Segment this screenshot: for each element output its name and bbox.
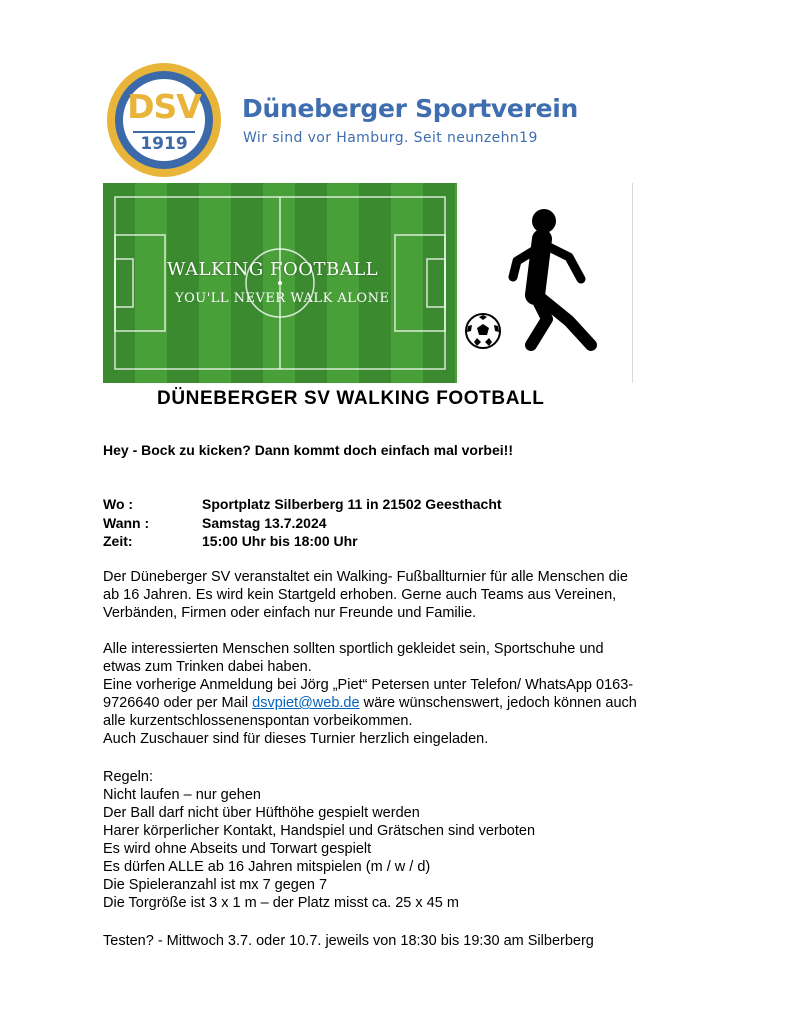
rule-item: Der Ball darf nicht über Hüfthöhe gespielt werden [103, 805, 420, 821]
info-paragraph [103, 640, 703, 748]
pitch-lines [103, 183, 457, 383]
club-name: Düneberger Sportverein [242, 94, 579, 123]
info-line: alle kurzentschlossenenspontan vorbeikommen. [103, 713, 413, 729]
info-line-with-email [103, 694, 703, 712]
logo-inner [123, 79, 205, 161]
football-icon [463, 311, 503, 351]
test-note-text: Testen? - Mittwoch 3.7. oder 10.7. jeweils von 18:30 bis 19:30 am Silberberg [103, 933, 594, 949]
description-line: ab 16 Jahren. Es wird kein Startgeld erhoben. Gerne auch Teams aus Vereinen, [103, 587, 617, 603]
walking-person-icon [457, 183, 633, 383]
logo-divider [133, 131, 195, 133]
rule-item: Es wird ohne Abseits und Torwart gespielt [103, 841, 372, 857]
detail-value: Sportplatz Silberberg 11 in 21502 Geesthacht [202, 496, 502, 512]
info-line: Auch Zuschauer sind für dieses Turnier herzlich eingeladen. [103, 731, 489, 747]
info-text: wäre wünschenswert, jedoch können auch [359, 695, 637, 711]
club-slogan: Wir sind vor Hamburg. Seit neunzehn19 [243, 130, 538, 146]
description-line: Verbänden, Firmen oder einfach nur Freunde und Familie. [103, 605, 477, 621]
info-line: Alle interessierten Menschen sollten sportlich gekleidet sein, Sportschuhe und [103, 641, 604, 657]
banner-title: WALKING FOOTBALL [167, 259, 379, 280]
banner-subtitle: YOU'LL NEVER WALK ALONE [175, 291, 390, 306]
info-line: Eine vorherige Anmeldung bei Jörg „Piet“ Petersen unter Telefon/ WhatsApp 0163- [103, 677, 634, 693]
detail-value: 15:00 Uhr bis 18:00 Uhr [202, 533, 358, 549]
logo-year: 1919 [140, 134, 188, 154]
test-note [103, 932, 703, 950]
rule-item: Die Spieleranzahl ist mx 7 gegen 7 [103, 877, 328, 893]
rule-item: Es dürfen ALLE ab 16 Jahren mitspielen (m / w / d) [103, 859, 431, 875]
detail-label: Wo : [103, 496, 134, 512]
info-line: etwas zum Trinken dabei haben. [103, 659, 312, 675]
logo-ring [115, 71, 213, 169]
detail-label: Wann : [103, 515, 150, 531]
description-line: Der Düneberger SV veranstaltet ein Walking- Fußballturnier für alle Menschen die [103, 569, 628, 585]
rules-section [103, 768, 703, 912]
rule-item: Harer körperlicher Kontakt, Handspiel und Grätschen sind verboten [103, 823, 536, 839]
intro-text: Hey - Bock zu kicken? Dann kommt doch einfach mal vorbei!! [103, 442, 513, 458]
club-logo [107, 63, 221, 177]
email-link[interactable]: dsvpiet@web.de [252, 695, 360, 711]
rule-item: Nicht laufen – nur gehen [103, 787, 261, 803]
rules-title: Regeln: [103, 769, 153, 785]
detail-label: Zeit: [103, 533, 133, 549]
description-paragraph [103, 568, 703, 622]
page-heading: DÜNEBERGER SV WALKING FOOTBALL [157, 388, 545, 409]
logo-abbreviation: DSV [127, 87, 201, 126]
info-text: 9726640 oder per Mail [103, 695, 253, 711]
rule-item: Die Torgröße ist 3 x 1 m – der Platz misst ca. 25 x 45 m [103, 895, 459, 911]
football-pitch-banner [103, 183, 457, 383]
detail-value: Samstag 13.7.2024 [202, 515, 327, 531]
